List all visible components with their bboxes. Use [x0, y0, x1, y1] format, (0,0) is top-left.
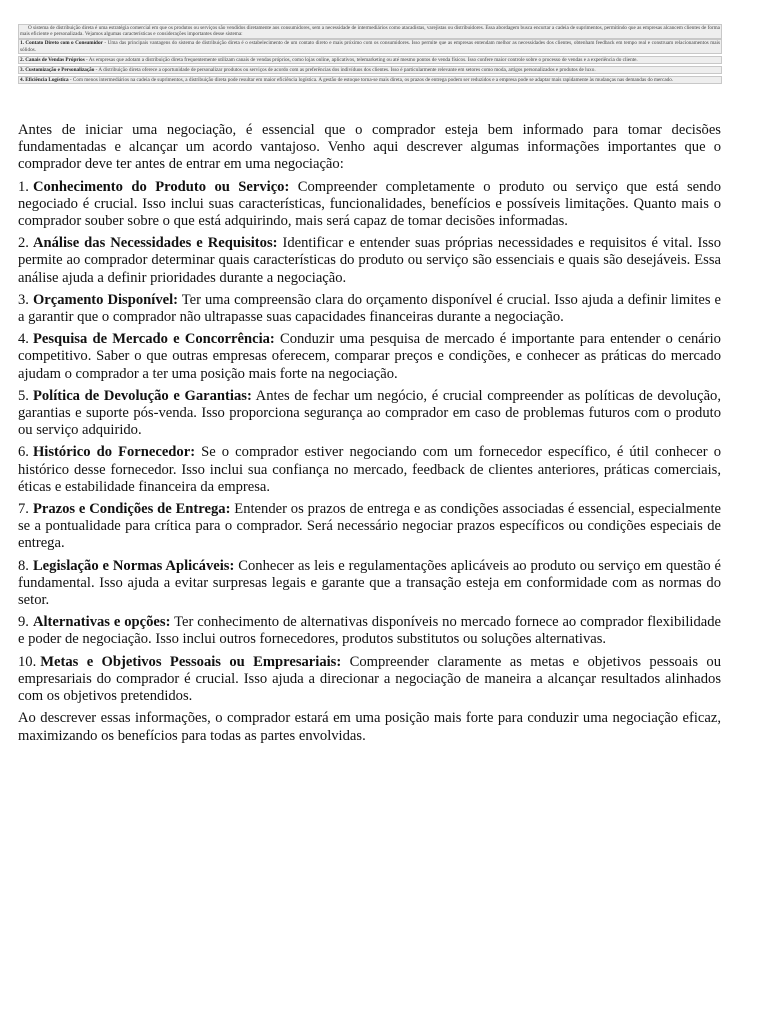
- list-item: [18, 558, 721, 610]
- list-item: [18, 614, 721, 648]
- article-body: [18, 122, 721, 750]
- list-item: [18, 292, 721, 326]
- summary-item-text: - Uma das principais vantagens do sistema de distribuição direta é o estabelecimento de um contato direto e mais próximo com os consumidores. Isso permite que as empresas entendam melhor as necessidades dos clientes, obtenham feedback em tempo real e construam relacionamentos mais sólidos.: [20, 40, 720, 53]
- list-item-number: 3.: [18, 291, 29, 308]
- list-item-text: Antes de fechar um negócio, é crucial compreender as políticas de devolução, garantias e suporte pós-venda. Isso proporciona segurança ao comprador em caso de problemas futuros com o produto ou serviço adquirido.: [18, 387, 721, 439]
- list-item: [18, 235, 721, 287]
- list-item: [18, 331, 721, 383]
- list-item-text: Ter uma compreensão clara do orçamento disponível é crucial. Isso ajuda a definir limites e a garantir que o comprador não ultrapasse suas capacidades financeiras durante a negociação.: [18, 291, 721, 326]
- summary-item-title: 1. Contato Direto com o Consumidor: [20, 40, 103, 47]
- list-item-number: 5.: [18, 387, 29, 404]
- list-item-title: Legislação e Normas Aplicáveis:: [32, 557, 235, 574]
- list-item-number: 9.: [18, 614, 29, 631]
- summary-item: [18, 66, 722, 74]
- list-item: [18, 179, 721, 231]
- list-item-text: Conhecer as leis e regulamentações aplicáveis ao produto ou serviço em questão é fundamental. Isso ajuda a evitar surpresas legais e garante que a transação esteja em conformidade com as normas do setor.: [18, 557, 721, 609]
- summary-item-title: 3. Customização e Personalização: [20, 66, 95, 73]
- summary-item-title: 4. Eficiência Logística: [20, 76, 69, 83]
- summary-item-text: - As empresas que adotam a distribuição direta frequentemente utilizam canais de vendas próprios, como lojas online, aplicativos, telemarketing ou até mesmo pontos de venda físicos. Isso confere maior controle sobre o processo de vendas e a experiência do cliente.: [84, 56, 638, 63]
- article-intro: Antes de iniciar uma negociação, é essencial que o comprador esteja bem informado para tomar decisões fundamentadas e alcançar um acordo vantajoso. Venho aqui descrever algumas informações importantes que o comprador deve ter antes de entrar em uma negociação:: [18, 122, 721, 173]
- list-item-text: Se o comprador estiver negociando com um fornecedor específico, é útil conhecer o histórico desse fornecedor. Isso inclui sua confiança no mercado, feedback de clientes anteriores, práticas comerciais, éticas e estabilidade financeira da empresa.: [18, 444, 721, 495]
- summary-item-text: - Com menos intermediários na cadeia de suprimentos, a distribuição direta pode resultar em maior eficiência logística. A gestão de estoque torna-se mais direta, os prazos de entrega podem ser reduzidos e a empresa pode se adaptar mais rapidamente às mudanças nas demandas do mercado.: [68, 76, 674, 83]
- list-item-number: 6.: [18, 444, 29, 461]
- list-item: [18, 388, 721, 440]
- list-item-text: Compreender completamente o produto ou serviço que está sendo negociado é crucial. Isso inclui suas características, funcionalidades, benefícios e possíveis limitações. Quanto mais o comprador souber sobre o que está adquirindo, mais será capaz de tomar decisões informadas.: [18, 178, 721, 230]
- list-item-title: Metas e Objetivos Pessoais ou Empresariais:: [40, 653, 342, 670]
- list-item-text: Identificar e entender suas próprias necessidades e requisitos é vital. Isso permite ao comprador determinar quais características do produto ou serviço são essenciais e quais são desejáveis. Essa análise ajuda a definir prioridades durante a negociação.: [18, 235, 722, 286]
- list-item-title: Pesquisa de Mercado e Concorrência:: [32, 331, 275, 348]
- list-item-number: 8.: [18, 557, 29, 574]
- list-item: [18, 444, 721, 496]
- summary-item: [18, 76, 722, 84]
- summary-item-text: - A distribuição direta oferece a oportunidade de personalizar produtos ou serviços de acordo com as preferências dos indivíduos dos clientes. Isso é particularmente relevante em setores como moda, artigos personalizados e produtos de luxo.: [94, 66, 596, 73]
- list-item-text: Entender os prazos de entrega e as condições associadas é essencial, especialmente se a pontualidade para crítica para o comprador. Será necessário negociar prazos específicos ou condições especiais de entrega.: [18, 501, 721, 552]
- list-item-text: Conduzir uma pesquisa de mercado é importante para entender o cenário competitivo. Saber o que outras empresas oferecem, comparar preços e condições, e conhecer as práticas do mercado ajudam o comprador a ter uma posição mais forte na negociação.: [18, 331, 721, 382]
- summary-item: [18, 39, 722, 54]
- list-item-title: Conhecimento do Produto ou Serviço:: [32, 178, 290, 195]
- summary-item: [18, 56, 722, 64]
- list-item-title: Prazos e Condições de Entrega:: [32, 501, 231, 518]
- summary-intro: O sistema de distribuição direta é uma estratégia comercial em que os produtos ou serviços são vendidos diretamente aos consumidores, sem a necessidade de intermediários como atacadistas, varejistas ou distribuidores. Essa abordagem busca encurtar a cadeia de suprimentos, permitindo que as empresas alcancem clientes de forma mais eficiente e personalizada. Vejamos algumas características e considerações importantes desse sistema:: [20, 25, 720, 38]
- list-item: [18, 501, 721, 553]
- list-item-number: 7.: [18, 501, 29, 518]
- pasted-summary-block: [18, 24, 722, 86]
- summary-item-title: 2. Canais de Vendas Próprios: [20, 56, 85, 63]
- list-item: [18, 654, 721, 706]
- list-item-title: Análise das Necessidades e Requisitos:: [32, 235, 278, 252]
- list-item-title: Histórico do Fornecedor:: [32, 444, 196, 461]
- list-item-title: Política de Devolução e Garantias:: [32, 387, 252, 404]
- article-conclusion: Ao descrever essas informações, o comprador estará em uma posição mais forte para conduzir uma negociação eficaz, maximizando os benefícios para todas as partes envolvidas.: [18, 710, 721, 744]
- list-item-number: 2.: [18, 235, 29, 252]
- list-item-title: Alternativas e opções:: [32, 614, 171, 631]
- list-item-number: 1.: [18, 178, 29, 195]
- list-item-text: Compreender claramente as metas e objetivos pessoais ou empresariais do comprador é crucial. Isso ajuda a direcionar a negociação de maneira a alcançar resultados alinhados com os objetivos pretendidos.: [18, 653, 721, 705]
- list-item-number: 10.: [18, 653, 37, 670]
- list-item-number: 4.: [18, 331, 29, 348]
- list-item-title: Orçamento Disponível:: [32, 291, 179, 308]
- list-item-text: Ter conhecimento de alternativas disponíveis no mercado fornece ao comprador flexibilidade e poder de negociação. Isso inclui outros fornecedores, produtos substitutos ou soluções alternativas.: [18, 614, 721, 648]
